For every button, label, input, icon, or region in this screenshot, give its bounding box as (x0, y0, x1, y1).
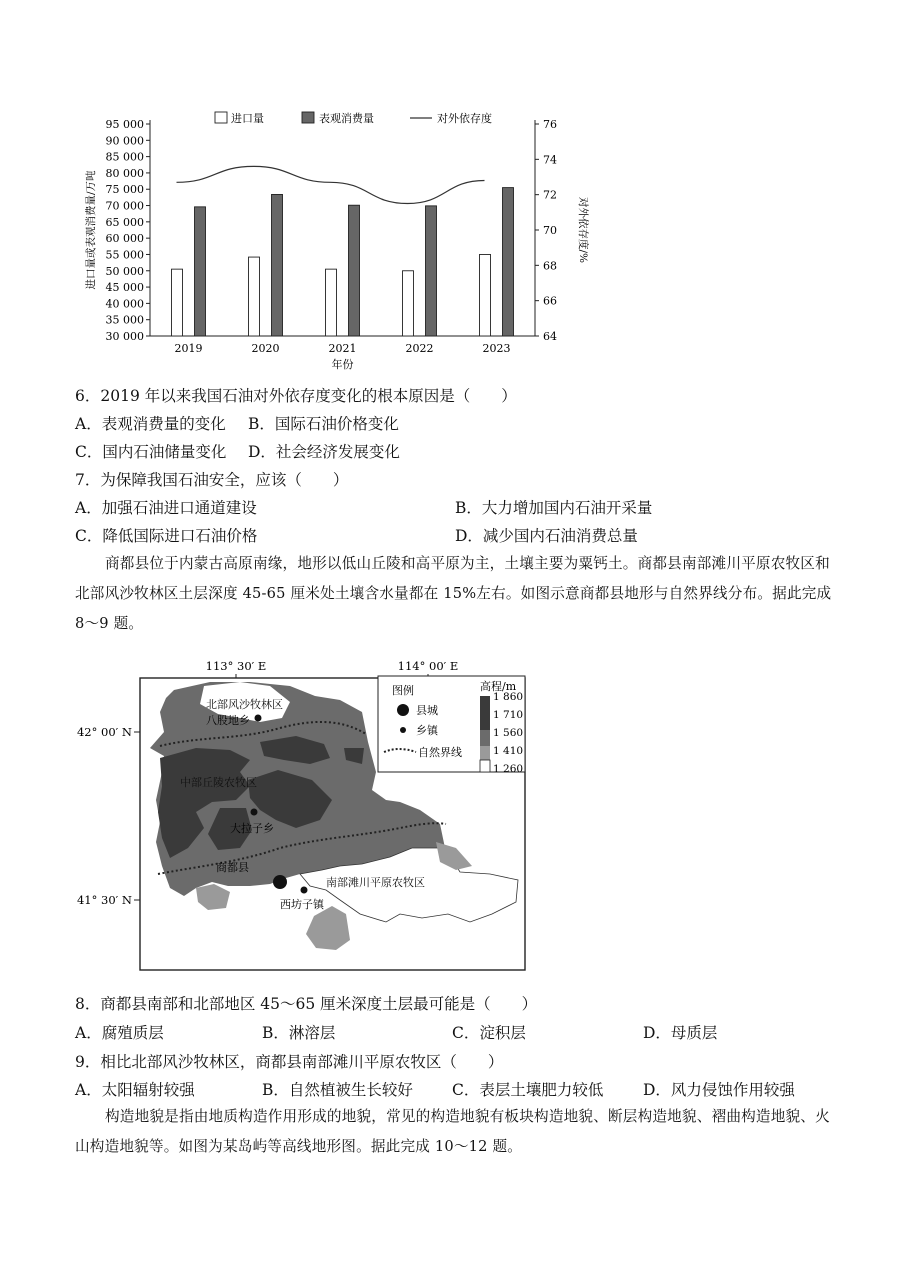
legend-town-label: 乡镇 (416, 724, 438, 737)
place-label-xifangzi: 西坊子镇 (280, 898, 324, 911)
y-tick-label-left: 95 000 (105, 118, 144, 131)
q6-option-a: A．表观消费量的变化 (75, 415, 226, 433)
bar-import (249, 257, 260, 336)
bar-import (480, 254, 491, 336)
legend-county-icon (397, 704, 409, 716)
town-dot-xifangzi (301, 887, 308, 894)
region-label-north: 北部风沙牧林区 (206, 698, 283, 711)
y-tick-label-left: 80 000 (105, 166, 144, 180)
x-tick-label: 2021 (328, 342, 357, 355)
lat-label-2: 41° 30′ N (76, 893, 132, 907)
q6-option-c: C．国内石油储量变化 (75, 443, 227, 461)
y-tick-label-right: 76 (543, 118, 557, 131)
y-tick-label-right: 64 (543, 330, 557, 343)
y-tick-label-left: 75 000 (105, 183, 144, 197)
legend-import-label: 进口量 (231, 112, 264, 125)
legend-consumption-swatch (302, 112, 314, 123)
map-svg (76, 652, 540, 974)
region-label-south: 南部滩川平原农牧区 (326, 876, 425, 889)
legend-consumption-label: 表观消费量 (319, 112, 374, 125)
y-tick-label-left: 55 000 (105, 248, 144, 262)
bar-consumption (349, 205, 360, 336)
y-tick-label-left: 30 000 (105, 330, 144, 343)
q8-option-b: B．淋溶层 (262, 1024, 336, 1042)
elevation-value-1: 1 860 (493, 691, 524, 703)
q8-option-c: C．淀积层 (452, 1024, 526, 1042)
place-label-bagudi: 八股地乡 (206, 714, 250, 727)
y-tick-label-left: 35 000 (105, 313, 144, 327)
q9-option-a: A．太阳辐射较强 (75, 1081, 195, 1099)
q7-option-a: A．加强石油进口通道建设 (75, 499, 257, 517)
question-6-stem: 6．2019 年以来我国石油对外依存度变化的根本原因是（ ） (75, 387, 517, 405)
place-label-shangdu: 商都县 (216, 861, 249, 874)
line-dependency (177, 166, 485, 203)
elevation-band-mid (480, 730, 490, 746)
q7-option-b: B．大力增加国内石油开采量 (455, 499, 653, 517)
y-tick-label-left: 45 000 (105, 281, 144, 295)
x-tick-label: 2020 (251, 342, 280, 355)
y-tick-label-left: 65 000 (105, 215, 144, 229)
y-tick-label-left: 40 000 (105, 297, 144, 311)
chart-svg (80, 108, 600, 370)
elevation-value-2: 1 710 (493, 709, 524, 721)
elevation-band-low (480, 760, 490, 772)
y-tick-label-right: 74 (543, 153, 557, 167)
elevation-value-5: 1 260 (493, 763, 524, 775)
shangdu-map (76, 652, 540, 974)
y-axis-label-right: 对外依存度/% (577, 196, 589, 264)
lon-label-1: 113° 30′ E (205, 659, 267, 673)
lon-label-2: 114° 00′ E (397, 659, 459, 673)
oil-chart (80, 108, 600, 370)
x-tick-label: 2019 (174, 342, 203, 355)
elevation-value-4: 1 410 (493, 745, 524, 757)
place-label-dalazi: 大拉子乡 (230, 822, 274, 835)
question-8-stem: 8．商都县南部和北部地区 45～65 厘米深度土层最可能是（ ） (75, 995, 538, 1013)
q6-option-b: B．国际石油价格变化 (248, 415, 399, 433)
y-tick-label-left: 50 000 (105, 264, 144, 278)
y-tick-label-left: 85 000 (105, 150, 144, 164)
y-tick-label-left: 70 000 (105, 199, 144, 213)
q9-option-b: B．自然植被生长较好 (262, 1081, 413, 1099)
bar-consumption (426, 206, 437, 336)
legend-boundary-label: 自然界线 (418, 746, 462, 759)
county-seat-dot (273, 875, 287, 889)
town-dot-dalazi (251, 809, 258, 816)
y-tick-label-right: 72 (543, 188, 557, 202)
q9-option-d: D．风力侵蚀作用较强 (643, 1081, 795, 1099)
bar-import (326, 269, 337, 336)
x-axis-label: 年份 (331, 358, 354, 371)
passage-landform: 构造地貌是指由地质构造作用形成的地貌，常见的构造地貌有板块构造地貌、断层构造地貌、褶曲构造地貌、火山构造地貌等。如图为某岛屿等高线地形图。据此完成 10～12 题。 (75, 1108, 830, 1155)
elevation-title: 高程/m (480, 680, 517, 693)
bar-consumption (195, 207, 206, 336)
bar-consumption (272, 194, 283, 336)
region-label-central: 中部丘陵农牧区 (180, 776, 257, 789)
y-tick-label-right: 70 (543, 224, 557, 237)
bar-consumption (503, 188, 514, 336)
bar-import (172, 269, 183, 336)
legend-dependency-label: 对外依存度 (437, 112, 492, 125)
q8-option-d: D．母质层 (643, 1024, 718, 1042)
question-7-stem: 7．为保障我国石油安全，应该（ ） (75, 471, 349, 489)
y-tick-label-right: 66 (543, 294, 557, 308)
y-tick-label-left: 90 000 (105, 134, 144, 148)
q6-option-d: D．社会经济发展变化 (248, 443, 400, 461)
lat-label-1: 42° 00′ N (76, 725, 132, 739)
legend-title: 图例 (392, 684, 414, 697)
elevation-band-lowmid (480, 746, 490, 760)
question-9-stem: 9．相比北部风沙牧林区，商都县南部滩川平原农牧区（ ） (75, 1053, 504, 1071)
q7-option-d: D．减少国内石油消费总量 (455, 527, 638, 545)
elevation-value-3: 1 560 (493, 727, 524, 739)
y-axis-label-left: 进口量或表观消费量/万吨 (85, 170, 97, 290)
town-dot-bagudi (255, 715, 262, 722)
q7-option-c: C．降低国际进口石油价格 (75, 527, 258, 545)
q9-option-c: C．表层土壤肥力较低 (452, 1081, 604, 1099)
elevation-band-high (480, 696, 490, 730)
x-tick-label: 2023 (482, 342, 511, 355)
q8-option-a: A．腐殖质层 (75, 1024, 164, 1042)
y-tick-label-left: 60 000 (105, 232, 144, 246)
passage-shangdu: 商都县位于内蒙古高原南缘，地形以低山丘陵和高平原为主，土壤主要为粟钙土。商都县南部滩川平原农牧区和北部风沙牧林区土层深度 45-65 厘米处土壤含水量都在 15%左右。如图示意商都县地形与自然界线分布。据此完成 8～9 题。 (75, 555, 832, 632)
bar-import (403, 271, 414, 336)
legend-import-swatch (215, 112, 227, 123)
legend-town-icon (400, 727, 406, 733)
legend-county-label: 县城 (416, 704, 438, 717)
x-tick-label: 2022 (405, 342, 434, 355)
y-tick-label-right: 68 (543, 259, 557, 273)
